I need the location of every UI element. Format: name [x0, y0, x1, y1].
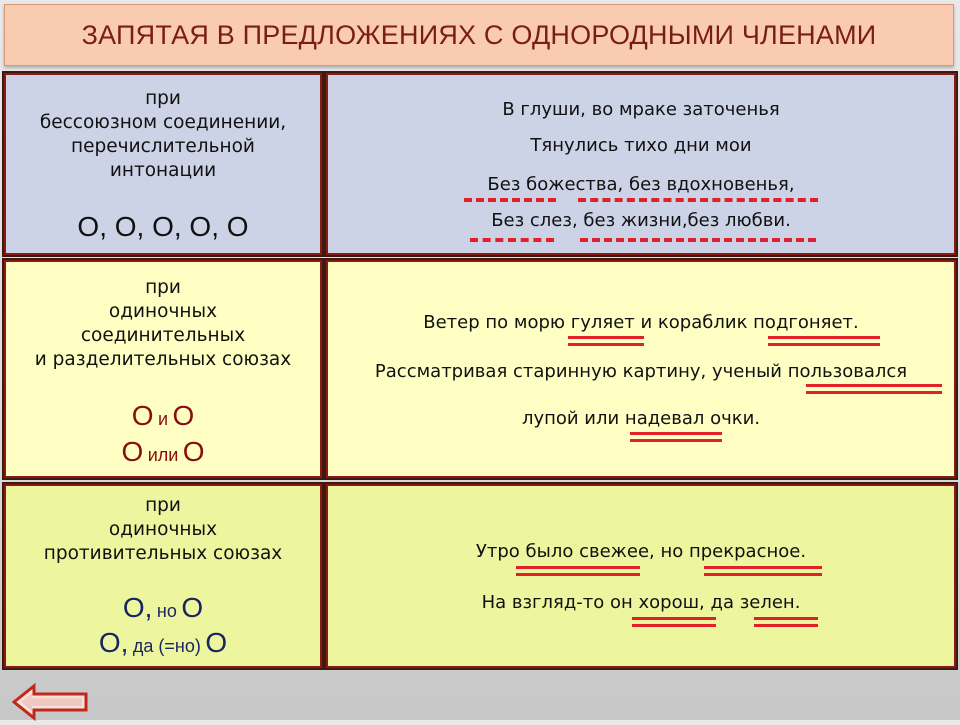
- left-arrow-icon: [12, 683, 90, 721]
- row2-scheme-or: О или О: [121, 436, 205, 467]
- double-underline: [754, 617, 818, 627]
- row1-example-cell: [324, 71, 958, 257]
- dashed-underline: [464, 198, 556, 202]
- dashed-underline: [580, 238, 816, 242]
- double-underline: [516, 566, 640, 576]
- row1-condition-line: при: [145, 88, 181, 109]
- row1-scheme: О, О, О, О, О: [77, 211, 249, 242]
- row2-example-cell: [324, 258, 958, 480]
- row2-scheme-and: О и О: [131, 400, 195, 431]
- row2-example-line: Ветер по морю гуляет и кораблик подгоняет.: [423, 312, 859, 333]
- back-button[interactable]: [12, 683, 90, 721]
- row3-example-line: На взгляд-то он хорош, да зелен.: [481, 592, 801, 613]
- double-underline: [704, 566, 822, 576]
- row1-example-line: Тянулись тихо дни мои: [530, 135, 752, 156]
- row2-condition-line: соединительных: [80, 325, 246, 346]
- row3-condition-line: при: [145, 495, 181, 516]
- row1-condition-line: интонации: [109, 160, 217, 181]
- row3-example-cell: [324, 482, 958, 670]
- row2-example-line: лупой или надевал очки.: [521, 408, 761, 429]
- row1-condition-line: бессоюзном соединении,: [39, 112, 287, 133]
- row1-example-line: В глуши, во мраке заточенья: [502, 99, 780, 120]
- double-underline: [632, 617, 716, 627]
- double-underline: [768, 336, 880, 346]
- dashed-underline: [470, 238, 554, 242]
- row1-example-line: Без божества, без вдохновенья,: [487, 174, 795, 195]
- row3-condition-line: противительных союзах: [43, 543, 283, 564]
- row1-condition-cell: [2, 71, 324, 257]
- row2-condition-cell: [2, 258, 324, 480]
- dashed-underline: [578, 198, 818, 202]
- row1-example-line: Без слез, без жизни,без любви.: [491, 210, 791, 231]
- title-bar: [4, 4, 954, 66]
- row2-condition-line: при: [145, 277, 181, 298]
- row2-condition-line: одиночных: [108, 301, 218, 322]
- row2-condition-line: и разделительных союзах: [34, 349, 292, 370]
- row3-example-line: Утро было свежее, но прекрасное.: [475, 541, 807, 562]
- row3-scheme-but: О, но О: [122, 592, 204, 623]
- row3-scheme-da: О, да (=но) О: [98, 627, 228, 658]
- row2-example-line: Рассматривая старинную картину, ученый пользовался: [374, 361, 908, 382]
- page-title: ЗАПЯТАЯ В ПРЕДЛОЖЕНИЯХ С ОДНОРОДНЫМИ ЧЛЕНАМИ: [81, 19, 877, 50]
- row3-condition-cell: [2, 482, 324, 670]
- double-underline: [630, 432, 722, 442]
- row1-condition-line: перечислительной: [71, 136, 255, 157]
- row3-condition-line: одиночных: [108, 519, 218, 540]
- double-underline: [806, 384, 942, 394]
- double-underline: [568, 336, 644, 346]
